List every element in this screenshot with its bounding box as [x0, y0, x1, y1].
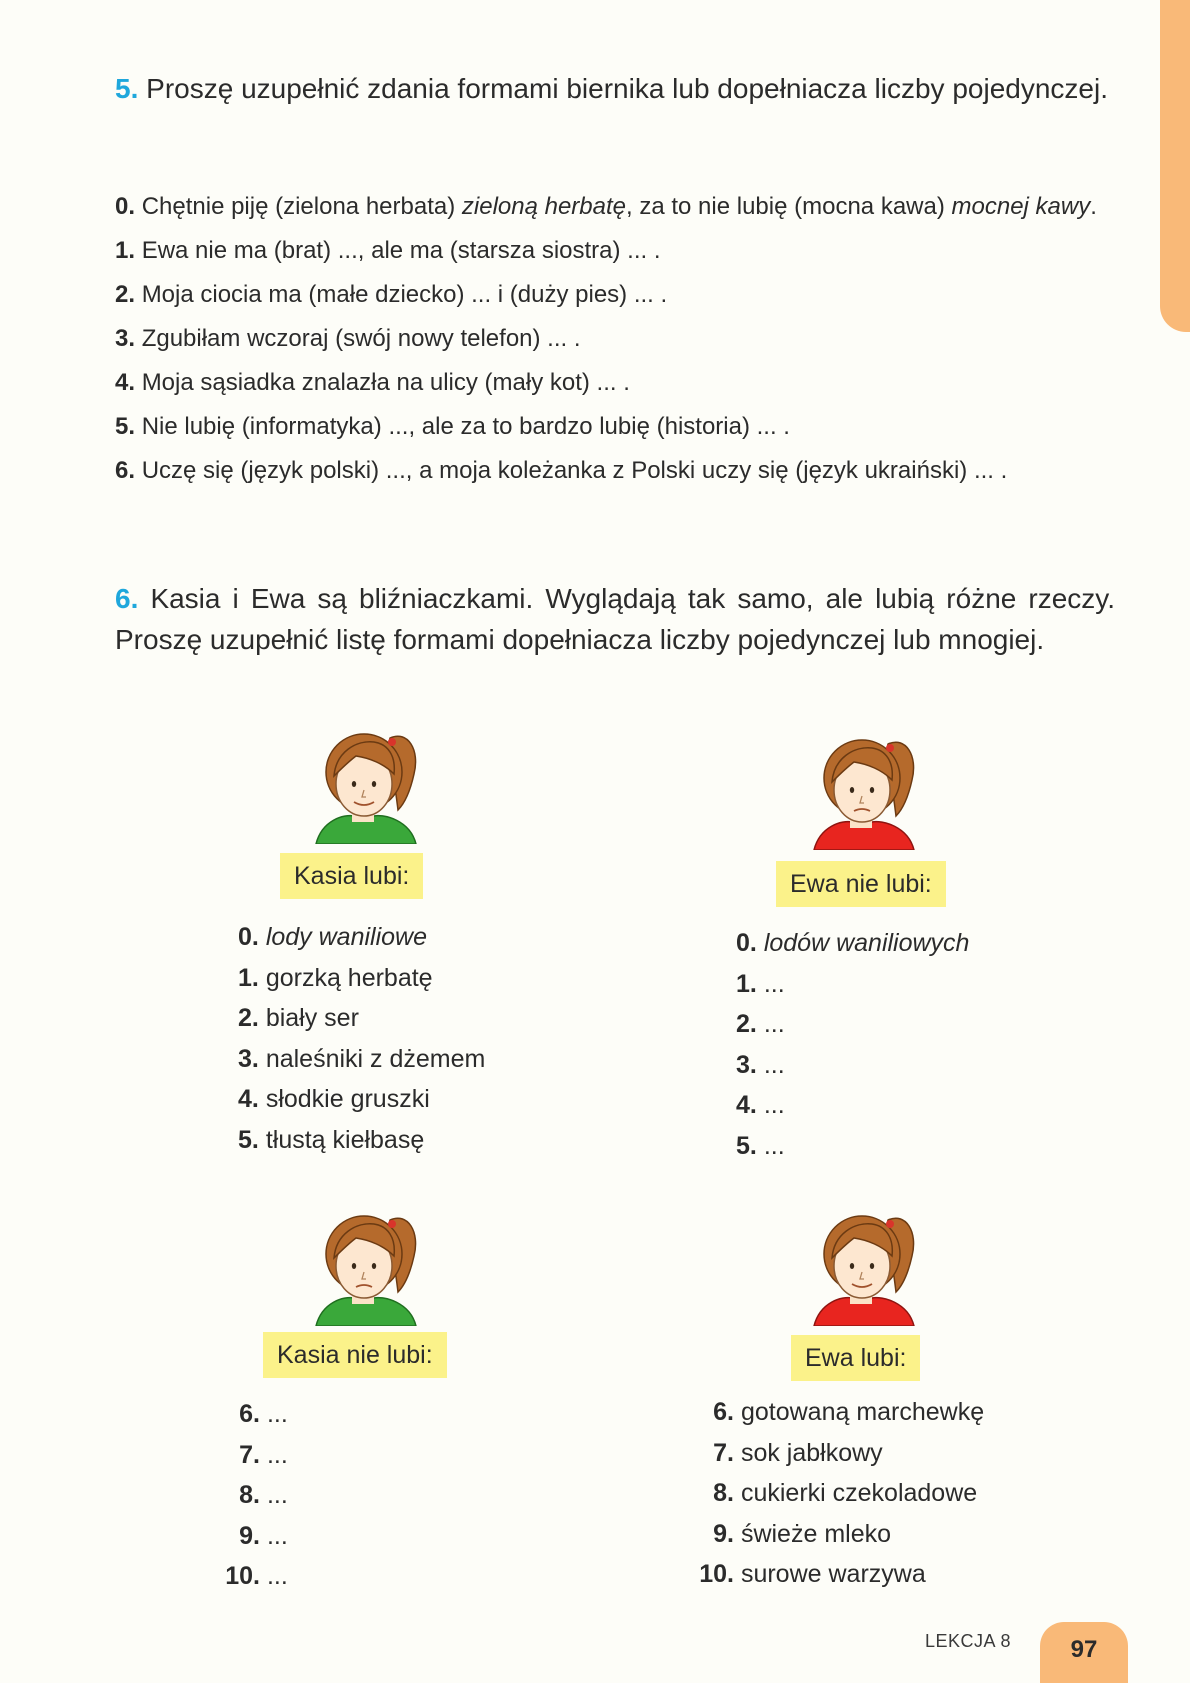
item-number: 6. — [239, 1400, 260, 1428]
item-number: 5. — [238, 1125, 259, 1154]
example-text-1: Chętnie piję (zielona herbata) — [141, 193, 462, 220]
item-number: 3. — [238, 1044, 259, 1073]
exercise-5-item — [115, 449, 1115, 493]
item-number: 3. — [115, 325, 136, 352]
item-number: 0. — [238, 923, 259, 951]
item-number: 10. — [699, 1560, 734, 1588]
item-number: 7. — [239, 1440, 260, 1469]
list-item — [238, 1079, 485, 1120]
item-text: biały ser — [265, 1004, 359, 1032]
item-number: 1. — [238, 963, 259, 992]
example-answer-2: mocnej kawy — [951, 193, 1091, 220]
kasia-dislikes-list — [220, 1394, 288, 1597]
example-number: 0. — [115, 193, 136, 220]
example-answer: lody waniliowe — [265, 923, 428, 951]
list-item — [736, 923, 969, 964]
kasia-likes-list — [238, 917, 485, 1160]
item-text: gotowaną marchewkę — [740, 1398, 985, 1426]
list-item — [736, 1126, 969, 1167]
list-item — [220, 1556, 288, 1597]
item-text: Ewa nie ma (brat) ..., ale ma (starsza siostra) ... . — [141, 237, 661, 264]
list-item — [694, 1514, 984, 1555]
kasia-happy-illustration — [312, 724, 422, 844]
ewa-sad-illustration — [810, 730, 920, 850]
answer-blank: ... — [763, 969, 785, 998]
answer-blank: ... — [266, 1521, 288, 1550]
list-item — [238, 1120, 485, 1161]
item-number: 5. — [736, 1131, 757, 1160]
ewa-dislikes-label: Ewa nie lubi: — [776, 861, 946, 907]
exercise-6-number: 6. — [115, 583, 139, 614]
exercise-5-sentences — [115, 185, 1115, 493]
item-text: Moja ciocia ma (małe dziecko) ... i (duży pies) ... . — [141, 281, 668, 308]
ewa-dislikes-list — [736, 923, 969, 1166]
exercise-5-item — [115, 361, 1115, 405]
item-text: słodkie gruszki — [265, 1085, 430, 1113]
item-number: 6. — [713, 1398, 734, 1426]
list-item — [736, 1085, 969, 1126]
answer-blank: ... — [763, 1091, 785, 1119]
ewa-likes-list — [694, 1392, 984, 1595]
item-number: 9. — [239, 1521, 260, 1550]
item-number: 9. — [713, 1519, 734, 1548]
list-item — [694, 1433, 984, 1474]
list-item — [238, 998, 485, 1039]
answer-blank: ... — [266, 1440, 288, 1469]
item-text: cukierki czekoladowe — [740, 1479, 978, 1507]
item-text: surowe warzywa — [740, 1560, 926, 1588]
exercise-5-example — [115, 185, 1115, 229]
list-item — [238, 958, 485, 999]
kasia-sad-illustration — [312, 1206, 422, 1326]
exercise-5-instruction — [115, 68, 1115, 109]
item-number: 8. — [239, 1481, 260, 1509]
kasia-dislikes-label: Kasia nie lubi: — [263, 1332, 447, 1378]
item-number: 4. — [736, 1091, 757, 1119]
item-text: naleśniki z dżemem — [265, 1044, 486, 1073]
item-text: Uczę się (język polski) ..., a moja koleżanka z Polski uczy się (język ukraiński) ... . — [141, 457, 1008, 484]
exercise-5-instruction-text: Proszę uzupełnić zdania formami biernika lub dopełniacza liczby pojedynczej. — [146, 73, 1108, 104]
item-number: 10. — [225, 1562, 260, 1590]
item-number: 0. — [736, 929, 757, 957]
list-item — [220, 1394, 288, 1435]
item-number: 2. — [238, 1004, 259, 1032]
item-number: 4. — [238, 1085, 259, 1113]
item-number: 1. — [115, 237, 136, 264]
exercise-5-item — [115, 273, 1115, 317]
lesson-label: LEKCJA 8 — [925, 1631, 1012, 1651]
answer-blank: ... — [266, 1481, 288, 1509]
list-item — [736, 1004, 969, 1045]
list-item — [736, 1045, 969, 1086]
example-text-2: , za to nie lubię (mocna kawa) — [626, 193, 952, 220]
list-item — [694, 1473, 984, 1514]
list-item — [238, 1039, 485, 1080]
item-text: świeże mleko — [740, 1519, 892, 1548]
item-text: tłustą kiełbasę — [265, 1125, 425, 1154]
item-text: Zgubiłam wczoraj (swój nowy telefon) ... . — [141, 325, 581, 352]
item-text: gorzką herbatę — [265, 963, 433, 992]
answer-blank: ... — [763, 1010, 785, 1038]
exercise-6-instruction — [115, 578, 1115, 660]
list-item — [220, 1516, 288, 1557]
item-text: sok jabłkowy — [740, 1438, 883, 1467]
list-item — [220, 1435, 288, 1476]
item-number: 8. — [713, 1479, 734, 1507]
exercise-6-instruction-text: Kasia i Ewa są bliźniaczkami. Wyglądają tak samo, ale lubią różne rzeczy. Proszę uzupełnić listę formami dopełniacza liczby pojedynczej lub mnogiej. — [115, 583, 1115, 655]
list-item — [238, 917, 485, 958]
exercise-5-item — [115, 405, 1115, 449]
list-item — [694, 1392, 984, 1433]
item-number: 7. — [713, 1438, 734, 1467]
answer-blank: ... — [266, 1400, 288, 1428]
page-number: 97 — [1040, 1622, 1128, 1683]
example-answer-1: zieloną herbatę — [461, 193, 627, 220]
ewa-happy-illustration — [810, 1206, 920, 1326]
item-number: 6. — [115, 457, 136, 484]
exercise-5-number: 5. — [115, 73, 139, 104]
list-item — [736, 964, 969, 1005]
item-text: Moja sąsiadka znalazła na ulicy (mały kot) ... . — [141, 369, 630, 396]
chapter-side-tab — [1160, 0, 1190, 332]
answer-blank: ... — [763, 1050, 785, 1079]
list-item — [694, 1554, 984, 1595]
exercise-5-item — [115, 317, 1115, 361]
exercise-5-item — [115, 229, 1115, 273]
item-number: 2. — [736, 1010, 757, 1038]
answer-blank: ... — [763, 1131, 785, 1160]
list-item — [220, 1475, 288, 1516]
item-number: 5. — [115, 413, 136, 440]
item-number: 2. — [115, 281, 136, 308]
ewa-likes-label: Ewa lubi: — [791, 1335, 920, 1381]
item-number: 3. — [736, 1050, 757, 1079]
kasia-likes-label: Kasia lubi: — [280, 853, 423, 899]
example-end: . — [1090, 193, 1097, 220]
answer-blank: ... — [266, 1562, 288, 1590]
item-number: 1. — [736, 969, 757, 998]
item-text: Nie lubię (informatyka) ..., ale za to bardzo lubię (historia) ... . — [141, 413, 790, 440]
example-answer: lodów waniliowych — [763, 929, 970, 957]
item-number: 4. — [115, 369, 136, 396]
